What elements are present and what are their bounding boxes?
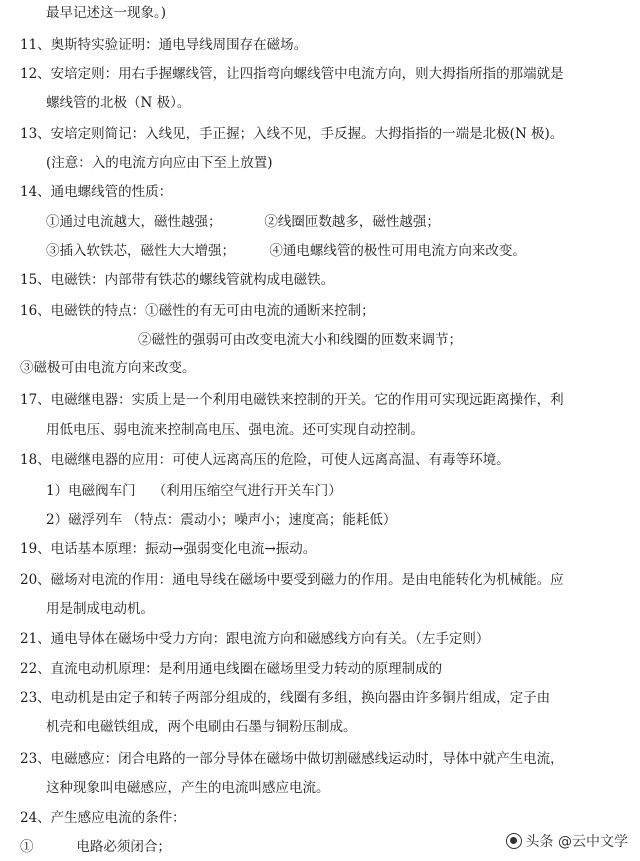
watermark-text: 头条 @云中文学 xyxy=(525,834,628,850)
watermark-logo-icon xyxy=(506,833,522,849)
text-line: 23、电磁感应：闭合电路的一部分导体在磁场中做切割磁感线运动时，导体中就产生电流， xyxy=(20,751,564,767)
text-line: 17、电磁继电器：实质上是一个利用电磁铁来控制的开关。它的作用可实现远距离操作，利 xyxy=(20,392,564,408)
text-line: 12、安培定则：用右手握螺线管，让四指弯向螺线管中电流方向，则大拇指所指的那端就是 xyxy=(20,66,564,82)
text-line: 22、直流电动机原理：是利用通电线圈在磁场里受力转动的原理制成的 xyxy=(20,661,443,677)
text-line: 18、电磁继电器的应用：可使人远离高压的危险，可使人远离高温、有毒等环境。 xyxy=(20,452,510,468)
text-line: 14、通电螺线管的性质： xyxy=(20,184,173,200)
text-line: (注意：入的电流方向应由下至上放置) xyxy=(46,155,273,171)
text-line: 16、电磁铁的特点：①磁性的有无可由电流的通断来控制； xyxy=(20,303,375,319)
text-line: 最早记述这一现象。) xyxy=(46,5,167,21)
text-line: 20、磁场对电流的作用：通电导线在磁场中要受到磁力的作用。是由电能转化为机械能。应 xyxy=(20,572,564,588)
text-line: 螺线管的北极（N 极）。 xyxy=(46,95,191,111)
text-line: 11、奥斯特实验证明：通电导线周围存在磁场。 xyxy=(20,37,308,53)
watermark xyxy=(506,831,628,851)
text-line: ①通过电流越大，磁性越强； ②线圈匝数越多，磁性越强； xyxy=(46,214,440,230)
text-line: ③磁极可由电流方向来改变。 xyxy=(20,360,196,376)
text-line: 这种现象叫电磁感应，产生的电流叫感应电流。 xyxy=(46,780,330,796)
text-line: ②磁性的强弱可由改变电流大小和线圈的匝数来调节； xyxy=(138,332,462,348)
text-line: ③插入软铁芯，磁性大大增强； ④通电螺线管的极性可用电流方向来改变。 xyxy=(46,243,526,259)
text-line: 19、电话基本原理：振动→强弱变化电流→振动。 xyxy=(20,541,317,557)
text-line: 用低电压、弱电流来控制高电压、强电流。还可实现自动控制。 xyxy=(46,422,424,438)
text-line: 机壳和电磁铁组成，两个电刷由石墨与铜粉压制成。 xyxy=(46,719,357,735)
text-line: ① 电路必须闭合； xyxy=(20,839,171,855)
text-line: 2）磁浮列车 （特点：震动小；噪声小；速度高；能耗低） xyxy=(46,512,397,528)
text-line: 1）电磁阀车门 （利用压缩空气进行开关车门） xyxy=(46,483,342,499)
text-line: 21、通电导体在磁场中受力方向：跟电流方向和磁感线方向有关。（左手定则） xyxy=(20,631,490,647)
text-line: 用是制成电动机。 xyxy=(46,601,154,617)
text-line: 23、电动机是由定子和转子两部分组成的，线圈有多组，换向器由许多铜片组成，定子由 xyxy=(20,690,551,706)
text-line: 24、产生感应电流的条件： xyxy=(20,810,186,826)
text-line: 15、电磁铁：内部带有铁芯的螺线管就构成电磁铁。 xyxy=(20,272,335,288)
text-line: 13、安培定则简记：入线见，手正握；入线不见，手反握。大拇指指的一端是北极(N 极)。 xyxy=(20,126,564,142)
